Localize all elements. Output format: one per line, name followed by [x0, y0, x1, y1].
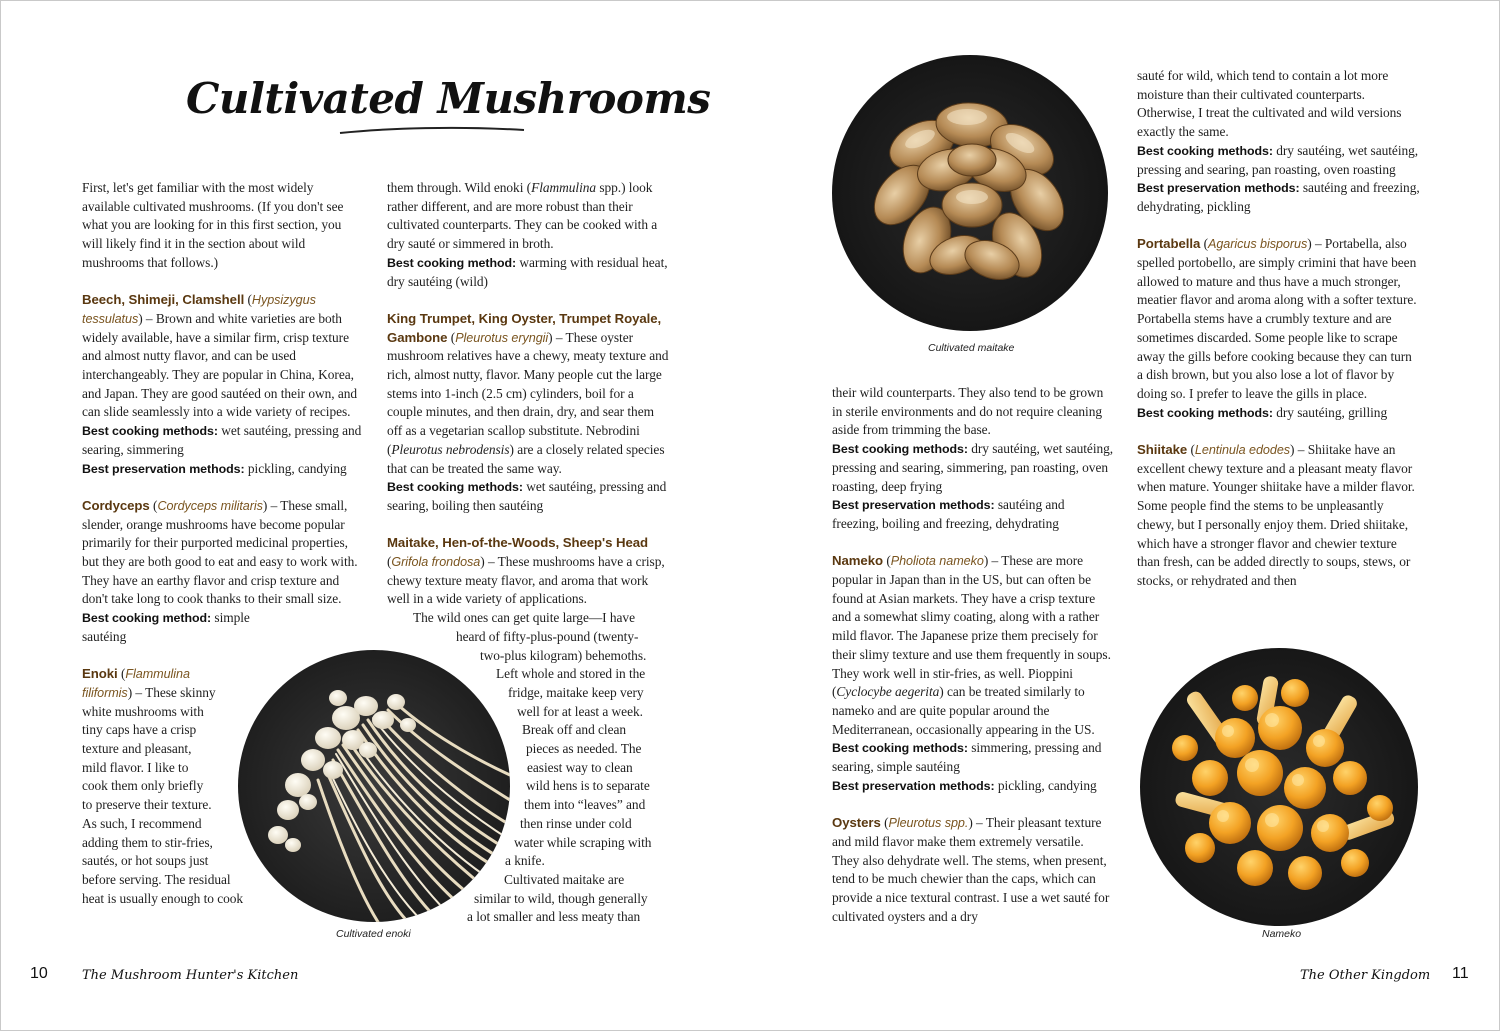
- wrap-line: them into “leaves” and: [524, 797, 646, 813]
- species-name: Flammulina: [125, 667, 190, 682]
- entry-heading: Maitake, Hen-of-the-Woods, Sheep's Head: [387, 535, 649, 551]
- preservation-methods: [832, 496, 1114, 533]
- entry-cordyceps: Cordyceps (Cordyceps militaris) – These small, slender, orange mushrooms have become popular primarily for their purported medicinal properties, but they are both good to eat and easy to work with. They have an earthy flavor and crisp texture and don't take long to cook thanks to their small size.: [82, 497, 358, 607]
- wrap-line: well for at least a week.: [517, 703, 643, 719]
- value: warming with residual heat, dry sautéing (wild): [387, 254, 668, 289]
- preservation-methods: [82, 460, 362, 479]
- entry-heading: Portabella: [1137, 236, 1201, 252]
- value: dry sautéing, wet sautéing, pressing and searing, pan roasting, oven roasting: [1137, 142, 1419, 177]
- entry-nameko: Nameko (Pholiota nameko) – These are more popular in Japan than in the US, but can often be found at Asian markets. They have a crisp texture and a somewhat slimy coating, along with a rather mild flavor. The Japanese prize them precisely for their slimy texture and use them frequently in soups. They work well in stir-fries, as well. Pioppini (Cyclocybe aegerita) can be treated similarly to nameko and are quite popular around the Mediterranean, occasionally appearing in the US.: [832, 553, 1111, 737]
- preservation-methods: [1137, 179, 1421, 216]
- value: sautéing and freezing, dehydrating, pickling: [1137, 180, 1420, 214]
- species-spp: spp.: [941, 816, 969, 831]
- entry-beech: Beech, Shimeji, Clamshell (Hypsizygus tessulatus) – Brown and white varieties are both widely available, have a similar firm, crisp texture and almost nutty flavor, and can be used interchangeably. They are popular in China, Korea, and Japan. They are good sautéed on their own, and can slide seamlessly into a wide variety of recipes.: [82, 292, 358, 420]
- column-2: [387, 179, 669, 927]
- wrap-line: heat is usually enough to cook: [82, 890, 244, 906]
- entry-heading: Shiitake: [1137, 442, 1188, 458]
- entry-text: – Brown and white varieties are both widely available, have a similar firm, crisp texture and almost nutty flavor, and can be used interchangeably. They are popular in China, Korea, and Japan. They are good sautéed on their own, and can slide seamlessly into a wide variety of recipes.: [82, 310, 358, 420]
- page-number-right: 11: [1452, 965, 1469, 982]
- species-name: Lentinula edodes: [1194, 443, 1291, 458]
- column-4: [1137, 67, 1421, 591]
- wrap-line: a lot smaller and less meaty than: [467, 909, 641, 925]
- maitake-continued: their wild counterparts. They also tend to be grown in sterile environments and do not require cleaning aside from trimming the base.: [832, 385, 1104, 438]
- species-name: Pleurotus eryngii: [455, 330, 549, 345]
- wrap-line: Break off and clean: [522, 722, 627, 738]
- value: dry sautéing, wet sautéing, pressing and searing, simmering, pan roasting, oven roasting, deep frying: [832, 441, 1114, 494]
- species-name: Pholiota nameko: [890, 554, 984, 569]
- species-name: filiformis: [82, 685, 128, 700]
- value: pickling, candying: [994, 777, 1097, 793]
- species-name: Hypsizygus tessulatus: [82, 293, 316, 326]
- intro-paragraph: First, let's get familiar with the most widely available cultivated mushrooms. (If you don't see what you are looking for in this first section, you will likely find it in the section about wild mushrooms that follows.): [82, 180, 344, 270]
- maitake-caption: Cultivated maitake: [928, 342, 1015, 354]
- label: Best cooking methods:: [1137, 405, 1273, 420]
- wrap-line: mild flavor. I like to: [82, 759, 189, 775]
- entry-text: ) are a closely related species that can be treated the same way.: [387, 441, 665, 476]
- species-name: Flammulina: [531, 180, 597, 195]
- column-3: [832, 384, 1114, 926]
- enoki-continued: [387, 179, 669, 254]
- wrap-line: heard of fifty-plus-pound (twenty-: [456, 628, 639, 644]
- cooking-methods: [82, 422, 362, 459]
- entry-text: – These oyster mushroom relatives have a chewy, meaty texture and rich, almost nutty, flavor. Many people cut the large stems into 1-inch (2.5 cm) cylinders, boil for a couple minutes, and then drain, dry, and sear them off as a vegetarian scallop substitute. Nebrodini (: [387, 329, 669, 457]
- value: simple sautéing: [82, 610, 250, 644]
- species-name: Pleurotus: [888, 816, 942, 831]
- label: Best cooking method:: [82, 611, 212, 626]
- species-name: Cyclocybe aegerita: [836, 684, 940, 700]
- wrap-line: ) – These skinny: [127, 684, 216, 700]
- species-name: Cordyceps militaris: [157, 498, 263, 513]
- oysters-continued: sauté for wild, which tend to contain a lot more moisture than their cultivated counterparts. Otherwise, I treat the cultivated and wild versions exactly the same.: [1137, 68, 1402, 140]
- wrap-line: a knife.: [505, 853, 545, 869]
- cooking-method: [82, 609, 252, 646]
- nameko-caption: Nameko: [1262, 928, 1302, 940]
- enoki-caption: Cultivated enoki: [336, 928, 411, 940]
- entry-text: ) can be treated similarly to nameko and are quite popular around the Mediterranean, occasionally appearing in the US.: [832, 684, 1095, 737]
- value: pickling, candying: [244, 460, 347, 476]
- label: Best cooking method:: [387, 255, 517, 270]
- entry-shiitake: Shiitake (Lentinula edodes) – Shiitake have an excellent chewy texture and a pleasant meaty flavor when mature. Younger shiitake have a milder flavor. Some people find the stems to be unpleasantly chewy, but I personally enjoy them. Dried shiitake, which have a stronger flavor and chewier texture than fresh, can be added directly to soups, stews, or stocks, or rehydrated and then: [1137, 442, 1415, 588]
- label: Best cooking methods:: [832, 442, 968, 457]
- wrap-line: fridge, maitake keep very: [508, 684, 644, 700]
- entry-heading: Enoki: [82, 666, 118, 682]
- cooking-methods: [387, 478, 669, 515]
- wrap-line: pieces as needed. The: [526, 741, 642, 757]
- label: Best cooking methods:: [832, 741, 968, 756]
- cooking-methods: [1137, 142, 1421, 179]
- wrap-line: easiest way to clean: [527, 759, 633, 775]
- wrap-line: two-plus kilogram) behemoths.: [480, 647, 647, 663]
- text: them through. Wild enoki (: [387, 180, 532, 195]
- entry-text: – Portabella, also spelled portobello, are simply crimini that have been allowed to mature and thus have a much stronger, meatier flavor and aroma along with a softer texture. Portabella stems have a crumbly texture and are sometimes discarded. Some people like to scrape away the gills before cooking because they can turn a dish brown, but you also lose a lot of flavor by doing so. I prefer to leave the gills in place.: [1137, 236, 1417, 401]
- wrap-line: As such, I recommend: [82, 815, 202, 831]
- wrap-line: tiny caps have a crisp: [82, 722, 197, 738]
- entry-heading: Oysters: [832, 815, 881, 831]
- wrap-line: cook them only briefly: [82, 778, 204, 794]
- wrap-line: white mushrooms with: [82, 703, 204, 719]
- value: sautéing and freezing, boiling and freezing, dehydrating: [832, 497, 1065, 531]
- wrap-line: similar to wild, though generally: [474, 890, 648, 906]
- entry-oysters: Oysters (Pleurotus spp.) – Their pleasant texture and mild flavor make them extremely versatile. They also dehydrate well. The stems, when present, tend to be much chewier than the caps, which can provide a nice textural contrast. I use a wet sauté for cultivated oysters and a dry: [832, 815, 1110, 924]
- label: Best cooking methods:: [1137, 143, 1273, 158]
- value: wet sautéing, pressing and searing, simmering: [82, 423, 362, 457]
- species-name: Pleurotus nebrodensis: [391, 441, 510, 457]
- maitake-photo: [832, 55, 1108, 331]
- label: Best preservation methods:: [832, 778, 995, 793]
- entry-text: – These small, slender, orange mushrooms have become popular primarily for their purported medicinal properties, but they are both good to eat and easy to work with. They have an earthy flavor and crisp texture and don't take long to cook thanks to their small size.: [82, 497, 358, 607]
- preservation-methods: [832, 777, 1114, 796]
- entry-heading: Beech, Shimeji, Clamshell: [82, 292, 245, 308]
- entry-heading: Cordyceps: [82, 497, 150, 513]
- page-title: Cultivated Mushrooms: [186, 74, 711, 123]
- value: wet sautéing, pressing and searing, boiling then sautéing: [387, 479, 667, 513]
- entry-king-trumpet: King Trumpet, King Oyster, Trumpet Royale, Gambone (Pleurotus eryngii) – These oyster mushroom relatives have a chewy, meaty texture and rich, almost nutty, flavor. Many people cut the large stems into 1-inch (2.5 cm) cylinders, boil for a couple minutes, and then drain, dry, and sear them off as a vegetarian scallop substitute. Nebrodini (Pleurotus nebrodensis) are a closely related species that can be treated the same way.: [387, 310, 669, 476]
- entry-text: – Shiitake have an excellent chewy texture and a pleasant meaty flavor when mature. Younger shiitake have a milder flavor. Some people find the stems to be unpleasantly chewy, but I personally enjoy them. Dried shiitake, which have a stronger flavor and chewier texture than fresh, can be added directly to soups, stews, or stocks, or rehydrated and then: [1137, 442, 1415, 588]
- species-name: Grifola frondosa: [391, 555, 481, 570]
- species-name: Agaricus bisporus: [1207, 237, 1308, 252]
- cooking-method: [387, 254, 669, 291]
- label: Best preservation methods:: [832, 498, 995, 513]
- entry-enoki-heading: Enoki (Flammulina: [82, 666, 190, 682]
- cooking-methods: [832, 440, 1114, 496]
- label: Best cooking methods:: [82, 424, 218, 439]
- wrap-line: water while scraping with: [514, 834, 652, 850]
- value: simmering, pressing and searing, simple sautéing: [832, 740, 1102, 775]
- page-number-left: 10: [30, 965, 48, 982]
- wrap-line: to preserve their texture.: [82, 797, 212, 813]
- running-footer-left: The Mushroom Hunter's Kitchen: [82, 968, 299, 983]
- title-underline-decoration: [338, 124, 528, 138]
- wrap-line: Left whole and stored in the: [496, 666, 646, 682]
- wrap-line: texture and pleasant,: [82, 741, 192, 757]
- entry-heading: King Trumpet, King Oyster, Trumpet Royale, Gambone: [387, 310, 662, 345]
- wrap-line: Cultivated maitake are: [504, 871, 625, 887]
- entry-text: – These mushrooms have a crisp, chewy texture meaty flavor, and aroma that work well in a wide variety of applications.: [387, 554, 665, 607]
- wrap-line: sautés, or hot soups just: [82, 853, 209, 869]
- cooking-methods: [1137, 404, 1421, 423]
- entry-portabella: Portabella (Agaricus bisporus) – Portabella, also spelled portobello, are simply crimini that have been allowed to mature and thus have a much stronger, meatier flavor and aroma along with a softer texture. Portabella stems have a crumbly texture and are sometimes discarded. Some people like to scrape away the gills before cooking because they can turn a dish brown, but you also lose a lot of flavor by doing so. I prefer to leave the gills in place.: [1137, 236, 1417, 401]
- entry-text: – These are more popular in Japan than in the US, but can often be found at Asian markets. They have a crisp texture and a somewhat slimy coating, along with a rather mild flavor. The Japanese prize them precisely for their slimy texture and use them frequently in soups. They work well in stir-fries, as well. Pioppini (: [832, 553, 1111, 700]
- entry-maitake: Maitake, Hen-of-the-Woods, Sheep's Head (Grifola frondosa) – These mushrooms have a crisp, chewy texture meaty flavor, and aroma that work well in a wide variety of applications.: [387, 535, 665, 607]
- value: dry sautéing, grilling: [1272, 404, 1388, 420]
- wrap-line: before serving. The residual: [82, 871, 231, 887]
- nameko-photo: [1140, 648, 1418, 926]
- label: Best cooking methods:: [387, 480, 523, 495]
- label: Best preservation methods:: [1137, 181, 1300, 196]
- running-footer-right: The Other Kingdom: [1300, 968, 1431, 983]
- text: spp.) look rather different, and are more robust than their cultivated counterparts. They can be cooked with a dry sauté or simmered in broth.: [387, 180, 658, 252]
- label: Best preservation methods:: [82, 461, 245, 476]
- wrap-line: then rinse under cold: [520, 815, 632, 831]
- wrap-line: The wild ones can get quite large—I have: [413, 610, 635, 626]
- entry-text: – Their pleasant texture and mild flavor make them extremely versatile. They also dehydrate well. The stems, when present, tend to be much chewier than the caps, which can provide a nice textural contrast. I use a wet sauté for cultivated oysters and a dry: [832, 815, 1110, 924]
- wrap-line: wild hens is to separate: [526, 778, 650, 794]
- wrap-line: adding them to stir-fries,: [82, 834, 213, 850]
- cooking-methods: [832, 739, 1114, 776]
- entry-heading: Nameko: [832, 553, 884, 569]
